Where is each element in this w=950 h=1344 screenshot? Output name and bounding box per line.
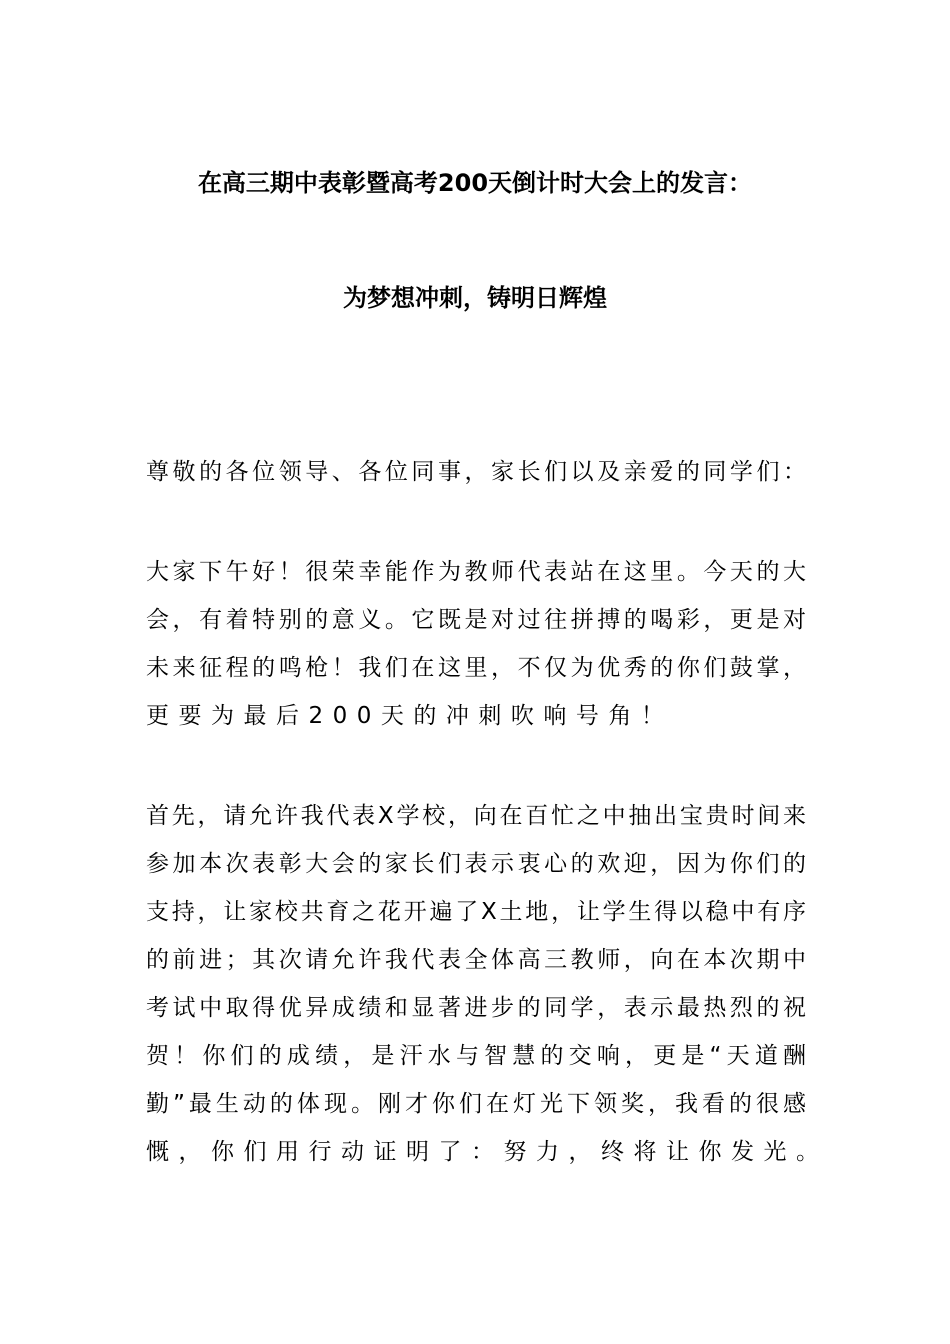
document-subtitle: 为梦想冲刺，铸明日辉煌 [343,284,607,312]
text-line: 的前进；其次请允许我代表全体高三教师，向在本次期中 [146,947,806,973]
text-line: 勤”最生动的体现。刚才你们在灯光下领奖，我看的很感 [146,1091,806,1117]
text-line: 参加本次表彰大会的家长们表示衷心的欢迎，因为你们的 [146,851,806,877]
text-line: 更要为最后200天的冲刺吹响号角！ [146,703,674,729]
text-line: 慨，你们用行动证明了：努力，终将让你发光。 [146,1139,829,1165]
text-line: 贺！你们的成绩，是汗水与智慧的交响，更是“天道酬 [146,1043,806,1069]
text-line: 考试中取得优异成绩和显著进步的同学，表示最热烈的祝 [146,995,806,1021]
text-line: 会，有着特别的意义。它既是对过往拼搏的喝彩，更是对 [146,607,806,633]
text-line: 首先，请允许我代表X学校，向在百忙之中抽出宝贵时间来 [146,803,806,829]
text-line: 未来征程的鸣枪！我们在这里，不仅为优秀的你们鼓掌， [146,655,806,681]
text-line: 大家下午好！很荣幸能作为教师代表站在这里。今天的大 [146,559,806,585]
text-line: 尊敬的各位领导、各位同事，家长们以及亲爱的同学们： [146,459,806,485]
document-title: 在高三期中表彰暨高考200天倒计时大会上的发言： [197,169,753,197]
text-line: 支持，让家校共育之花开遍了X土地，让学生得以稳中有序 [146,899,806,925]
